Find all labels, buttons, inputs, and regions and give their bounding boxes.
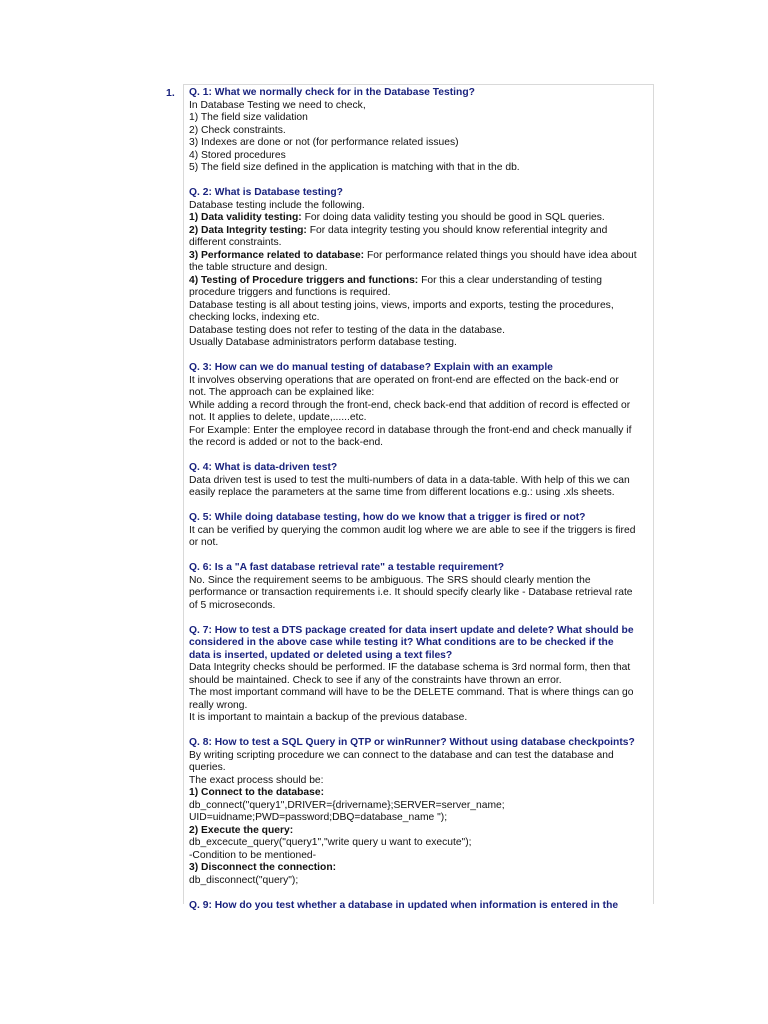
answer-text: 5) The field size defined in the application is matching with that in the db. [189, 162, 520, 173]
answer-line [189, 850, 653, 863]
answer-line [189, 312, 653, 325]
answer-line [189, 200, 653, 213]
answer-line [189, 237, 653, 250]
answer-line [189, 412, 653, 425]
answer-text: easily replace the parameters at the same time from different locations e.g.: using .xls sheets. [189, 487, 615, 498]
answer-line [189, 750, 653, 763]
answer-line [189, 375, 653, 388]
answer-text: Data driven test is used to test the multi-numbers of data in a data-table. With help of this we can [189, 474, 630, 486]
answer-text: It is important to maintain a backup of the previous database. [189, 712, 468, 723]
qa-block [189, 562, 653, 612]
answer-line [189, 300, 653, 313]
answer-text: 4) Stored procedures [189, 149, 286, 161]
answer-line [189, 262, 653, 275]
answer-text: 1) The field size validation [189, 112, 308, 123]
question-heading: Q. 5: While doing database testing, how do we know that a trigger is fired or not? [189, 512, 586, 523]
answer-line [189, 787, 653, 800]
answer-text: Database testing include the following. [189, 199, 365, 211]
answer-text: db_disconnect("query"); [189, 874, 299, 886]
answer-text: It can be verified by querying the common audit log where we are able to see if the triggers is fired [189, 524, 636, 536]
answer-text: procedure triggers and functions is required. [189, 287, 391, 298]
answer-line [189, 812, 653, 825]
answer-text: The exact process should be: [189, 774, 324, 786]
qa-block [189, 512, 653, 550]
answer-text: the record is added or not to the back-end. [189, 437, 384, 448]
answer-text: different constraints. [189, 237, 282, 248]
answer-bold-label: 2) Execute the query: [189, 824, 294, 836]
answer-text: db_connect("query1",DRIVER={drivername};SERVER=server_name; [189, 799, 505, 811]
answer-line [189, 600, 653, 613]
answer-text: really wrong. [189, 699, 248, 711]
answer-text: For performance related things you should have idea about [364, 249, 637, 261]
question-heading: considered in the above case while testing it? What conditions are to be checked if the [189, 637, 614, 648]
answer-line [189, 150, 653, 163]
answer-line [189, 437, 653, 450]
answer-text: 3) Indexes are done or not (for performance related issues) [189, 137, 459, 148]
answer-text: In Database Testing we need to check, [189, 99, 366, 111]
answer-text: UID=uidname;PWD=password;DBQ=database_name "); [189, 812, 448, 823]
answer-text: By writing scripting procedure we can connect to the database and can test the database and [189, 749, 614, 761]
question-heading: Q. 2: What is Database testing? [189, 187, 343, 198]
qa-block [189, 462, 653, 500]
answer-line [189, 425, 653, 438]
answer-text: For doing data validity testing you should be good in SQL queries. [301, 212, 605, 223]
answer-line [189, 575, 653, 588]
answer-text: While adding a record through the front-end, check back-end that addition of record is effected or [189, 399, 631, 411]
qa-block [189, 900, 653, 913]
answer-line [189, 662, 653, 675]
answer-text: db_excecute_query("query1","write query u want to execute"); [189, 837, 472, 848]
answer-text: of 5 microseconds. [189, 599, 276, 611]
answer-line [189, 712, 653, 725]
qa-block [189, 187, 653, 350]
answer-line [189, 387, 653, 400]
answer-text: For this a clear understanding of testing [418, 274, 602, 286]
answer-text: It involves observing operations that are operated on front-end are effected on the back-end or [189, 374, 619, 386]
question-heading: Q. 7: How to test a DTS package created for data insert update and delete? What should be [189, 624, 634, 636]
question-heading: Q. 8: How to test a SQL Query in QTP or winRunner? Without using database checkpoints? [189, 737, 635, 748]
answer-line [189, 212, 653, 225]
answer-text: For Example: Enter the employee record in database through the front-end and check manually if [189, 424, 632, 436]
answer-text: not. The approach can be explained like: [189, 387, 375, 398]
question-heading: Q. 9: How do you test whether a database in updated when information is entered in the [189, 899, 619, 911]
answer-text: should be maintained. Check to see if any of the constraints have thrown an error. [189, 674, 562, 686]
answer-text: No. Since the requirement seems to be ambiguous. The SRS should clearly mention the [189, 574, 591, 586]
answer-line [189, 525, 653, 538]
answer-line [189, 112, 653, 125]
answer-text: or not. [189, 537, 219, 548]
answer-text: For data integrity testing you should know referential integrity and [306, 224, 608, 236]
qa-block [189, 362, 653, 450]
answer-text: not. It applies to delete, update,......etc. [189, 412, 367, 423]
answer-line [189, 837, 653, 850]
answer-line [189, 100, 653, 113]
answer-text: Database testing is all about testing joins, views, imports and exports, testing the procedures, [189, 299, 614, 311]
answer-line [189, 825, 653, 838]
answer-line [189, 875, 653, 888]
list-number: 1. [166, 87, 175, 99]
question-heading: Q. 1: What we normally check for in the Database Testing? [189, 87, 475, 98]
answer-text: Database testing does not refer to testing of the data in the database. [189, 324, 505, 336]
answer-text: 2) Check constraints. [189, 124, 286, 136]
answer-line [189, 225, 653, 238]
answer-text: Data Integrity checks should be performed. IF the database schema is 3rd normal form, then that [189, 662, 631, 673]
answer-text: checking locks, indexing etc. [189, 312, 320, 323]
answer-line [189, 400, 653, 413]
answer-text: The most important command will have to be the DELETE command. That is where things can go [189, 687, 634, 698]
answer-line [189, 762, 653, 775]
answer-line [189, 162, 653, 175]
question-heading: Q. 6: Is a "A fast database retrieval rate" a testable requirement? [189, 562, 504, 573]
question-heading: data is inserted, updated or deleted using a text files? [189, 649, 453, 661]
answer-bold-label: 3) Disconnect the connection: [189, 862, 337, 873]
qa-block [189, 625, 653, 725]
answer-line [189, 537, 653, 550]
qa-block [189, 737, 653, 887]
answer-line [189, 475, 653, 488]
answer-line [189, 337, 653, 350]
qa-block [189, 87, 653, 175]
answer-line [189, 675, 653, 688]
answer-line [189, 137, 653, 150]
answer-line [189, 275, 653, 288]
answer-bold-label: 1) Data validity testing: [189, 212, 302, 223]
answer-bold-label: 1) Connect to the database: [189, 787, 325, 798]
answer-bold-label: 3) Performance related to database: [189, 249, 365, 261]
answer-text: queries. [189, 762, 226, 773]
answer-bold-label: 4) Testing of Procedure triggers and functions: [189, 274, 419, 286]
answer-text: the table structure and design. [189, 262, 328, 273]
answer-text: -Condition to be mentioned- [189, 849, 317, 861]
answer-text: performance or transaction requirements i.e. It should specify clearly like - Database retrieval rate [189, 587, 633, 598]
answer-line [189, 687, 653, 700]
answer-line [189, 287, 653, 300]
answer-line [189, 587, 653, 600]
faq-content [183, 84, 654, 911]
answer-line [189, 250, 653, 263]
question-heading: Q. 4: What is data-driven test? [189, 462, 338, 473]
answer-line [189, 775, 653, 788]
question-heading: Q. 3: How can we do manual testing of database? Explain with an example [189, 362, 553, 373]
answer-line [189, 700, 653, 713]
answer-line [189, 125, 653, 138]
answer-bold-label: 2) Data Integrity testing: [189, 224, 307, 236]
answer-line [189, 487, 653, 500]
answer-text: Usually Database administrators perform database testing. [189, 337, 457, 348]
answer-line [189, 862, 653, 875]
answer-line [189, 800, 653, 813]
answer-line [189, 325, 653, 338]
